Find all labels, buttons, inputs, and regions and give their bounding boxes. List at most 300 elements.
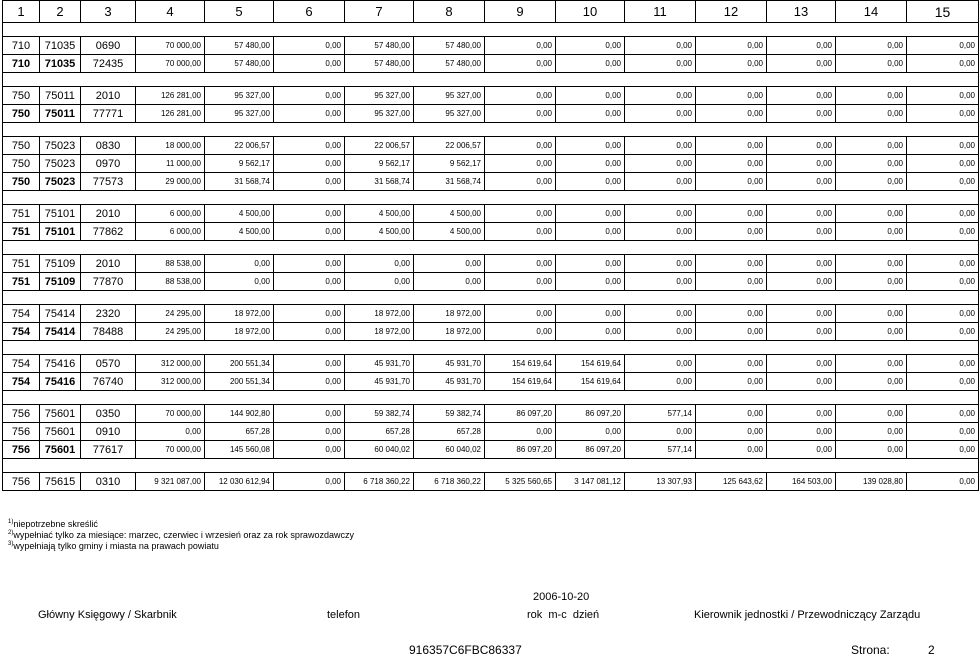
- header-row: [3, 1, 979, 23]
- table-cell: 0,00: [345, 273, 414, 291]
- table-cell: 0,00: [625, 305, 696, 323]
- table-cell: 0,00: [625, 273, 696, 291]
- document-code: 916357C6FBC86337: [409, 643, 522, 657]
- table-cell: 0,00: [696, 223, 767, 241]
- table-cell: 86 097,20: [485, 441, 556, 459]
- table-cell: 18 972,00: [414, 305, 485, 323]
- table-cell: 18 972,00: [414, 323, 485, 341]
- table-cell: 0,00: [836, 105, 907, 123]
- table-cell: 0,00: [345, 255, 414, 273]
- summary-row: [3, 273, 979, 291]
- table-cell: 0,00: [767, 205, 836, 223]
- table-cell: 751: [3, 223, 40, 241]
- table-cell: 75023: [40, 173, 81, 191]
- table-cell: 70 000,00: [136, 405, 205, 423]
- col-header: 9: [485, 1, 556, 23]
- table-cell: 0,00: [836, 255, 907, 273]
- table-cell: 2010: [81, 205, 136, 223]
- table-cell: 0,00: [696, 173, 767, 191]
- table-cell: 31 568,74: [205, 173, 274, 191]
- table-cell: 756: [3, 405, 40, 423]
- table-cell: 0,00: [767, 155, 836, 173]
- table-cell: 750: [3, 173, 40, 191]
- table-cell: 0,00: [767, 87, 836, 105]
- table-cell: 145 560,08: [205, 441, 274, 459]
- table-cell: 0,00: [767, 405, 836, 423]
- table-cell: 11 000,00: [136, 155, 205, 173]
- table-cell: 45 931,70: [414, 355, 485, 373]
- table-cell: 0,00: [274, 105, 345, 123]
- table-cell: 0690: [81, 37, 136, 55]
- table-cell: 6 000,00: [136, 205, 205, 223]
- table-cell: 0,00: [696, 441, 767, 459]
- table-cell: 31 568,74: [414, 173, 485, 191]
- table-cell: 95 327,00: [414, 105, 485, 123]
- summary-row: [3, 105, 979, 123]
- table-cell: 0,00: [625, 37, 696, 55]
- table-cell: 57 480,00: [345, 55, 414, 73]
- summary-row: [3, 173, 979, 191]
- table-cell: 0,00: [767, 305, 836, 323]
- table-cell: 57 480,00: [345, 37, 414, 55]
- table-cell: 4 500,00: [205, 223, 274, 241]
- table-row: [3, 205, 979, 223]
- table-cell: 70 000,00: [136, 37, 205, 55]
- separator-cell: [3, 123, 979, 137]
- table-row: [3, 87, 979, 105]
- separator-cell: [3, 191, 979, 205]
- table-cell: 0,00: [696, 273, 767, 291]
- table-cell: 0,00: [556, 105, 625, 123]
- table-cell: 0,00: [696, 255, 767, 273]
- table-cell: 45 931,70: [345, 355, 414, 373]
- table-cell: 154 619,64: [556, 355, 625, 373]
- table-cell: 139 028,80: [836, 473, 907, 491]
- table-cell: 0,00: [625, 55, 696, 73]
- table-cell: 0,00: [556, 205, 625, 223]
- table-cell: 0,00: [907, 473, 979, 491]
- table-cell: 0,00: [274, 305, 345, 323]
- table-cell: 95 327,00: [345, 87, 414, 105]
- footnote: [8, 541, 354, 552]
- table-cell: 750: [3, 105, 40, 123]
- table-cell: 754: [3, 305, 40, 323]
- separator-cell: [3, 391, 979, 405]
- table-cell: 3 147 081,12: [556, 473, 625, 491]
- table-cell: 31 568,74: [345, 173, 414, 191]
- table-cell: 0,00: [556, 273, 625, 291]
- table-cell: 710: [3, 37, 40, 55]
- table-cell: 0,00: [625, 373, 696, 391]
- table-cell: 18 972,00: [345, 323, 414, 341]
- table-cell: 0,00: [274, 441, 345, 459]
- table-cell: 75601: [40, 405, 81, 423]
- table-cell: 0,00: [556, 223, 625, 241]
- table-cell: 0,00: [696, 205, 767, 223]
- table-cell: 0,00: [274, 137, 345, 155]
- table-cell: 18 972,00: [205, 305, 274, 323]
- table-cell: 0,00: [836, 441, 907, 459]
- table-cell: 2320: [81, 305, 136, 323]
- table-cell: 86 097,20: [485, 405, 556, 423]
- footnotes: [8, 519, 354, 552]
- table-cell: 0,00: [485, 223, 556, 241]
- table-cell: 72435: [81, 55, 136, 73]
- table-cell: 751: [3, 255, 40, 273]
- table-cell: 0,00: [205, 255, 274, 273]
- table-cell: 312 000,00: [136, 373, 205, 391]
- report-date: 2006-10-20: [533, 591, 590, 603]
- table-cell: 0,00: [767, 137, 836, 155]
- table-cell: 0,00: [485, 205, 556, 223]
- table-cell: 0,00: [836, 205, 907, 223]
- table-cell: 75101: [40, 223, 81, 241]
- separator-cell: [3, 341, 979, 355]
- table-cell: 0,00: [414, 273, 485, 291]
- table-cell: 70 000,00: [136, 441, 205, 459]
- table-cell: 0,00: [556, 87, 625, 105]
- table-cell: 0,00: [907, 55, 979, 73]
- table-cell: 4 500,00: [414, 223, 485, 241]
- table-cell: 0,00: [556, 137, 625, 155]
- table-cell: 75109: [40, 255, 81, 273]
- table-cell: 0,00: [907, 205, 979, 223]
- table-cell: 95 327,00: [345, 105, 414, 123]
- col-header: 7: [345, 1, 414, 23]
- summary-row: [3, 373, 979, 391]
- table-cell: 126 281,00: [136, 87, 205, 105]
- table-cell: 0,00: [205, 273, 274, 291]
- table-cell: 754: [3, 323, 40, 341]
- table-cell: 0,00: [767, 37, 836, 55]
- table-cell: 0,00: [274, 55, 345, 73]
- table-cell: 0,00: [907, 105, 979, 123]
- table-cell: 0,00: [556, 173, 625, 191]
- table-cell: 75011: [40, 105, 81, 123]
- table-cell: 0,00: [907, 323, 979, 341]
- table-cell: 0,00: [907, 37, 979, 55]
- table-cell: 0,00: [625, 323, 696, 341]
- table-cell: 2010: [81, 87, 136, 105]
- table-row: [3, 255, 979, 273]
- table-cell: 0,00: [274, 255, 345, 273]
- table-cell: 0,00: [907, 273, 979, 291]
- head-label: Kierownik jednostki / Przewodniczący Zarządu: [694, 609, 921, 621]
- table-cell: 75109: [40, 273, 81, 291]
- table-cell: 0,00: [907, 173, 979, 191]
- table-cell: 77617: [81, 441, 136, 459]
- table-cell: 75414: [40, 305, 81, 323]
- table-cell: 756: [3, 473, 40, 491]
- table-cell: 200 551,34: [205, 373, 274, 391]
- table-body: [3, 1, 979, 491]
- footnote-mark: 3): [8, 541, 14, 547]
- table-cell: 0,00: [836, 323, 907, 341]
- table-cell: 0,00: [767, 355, 836, 373]
- table-cell: 77862: [81, 223, 136, 241]
- table-cell: 0,00: [625, 355, 696, 373]
- col-header: 14: [836, 1, 907, 23]
- table-cell: 200 551,34: [205, 355, 274, 373]
- table-cell: 0,00: [274, 473, 345, 491]
- table-cell: 45 931,70: [414, 373, 485, 391]
- table-cell: 22 006,57: [345, 137, 414, 155]
- table-cell: 0,00: [767, 55, 836, 73]
- table-cell: 0,00: [485, 55, 556, 73]
- table-cell: 0,00: [274, 423, 345, 441]
- table-cell: 75416: [40, 355, 81, 373]
- col-header: 3: [81, 1, 136, 23]
- table-cell: 0,00: [767, 423, 836, 441]
- table-cell: 9 321 087,00: [136, 473, 205, 491]
- table-cell: 0,00: [907, 423, 979, 441]
- table-cell: 0,00: [767, 223, 836, 241]
- table-cell: 95 327,00: [414, 87, 485, 105]
- table-cell: 0,00: [907, 155, 979, 173]
- table-cell: 0,00: [274, 205, 345, 223]
- table-cell: 0,00: [907, 373, 979, 391]
- table-cell: 750: [3, 137, 40, 155]
- table-cell: 0,00: [274, 87, 345, 105]
- table-row: [3, 405, 979, 423]
- table-cell: 18 972,00: [345, 305, 414, 323]
- table-cell: 0,00: [836, 37, 907, 55]
- table-cell: 0,00: [696, 87, 767, 105]
- table-cell: 5 325 560,65: [485, 473, 556, 491]
- table-cell: 154 619,64: [485, 373, 556, 391]
- table-cell: 75011: [40, 87, 81, 105]
- table-cell: 0,00: [836, 355, 907, 373]
- separator-cell: [3, 23, 979, 37]
- table-cell: 0,00: [485, 173, 556, 191]
- table-cell: 77870: [81, 273, 136, 291]
- table-cell: 70 000,00: [136, 55, 205, 73]
- table-cell: 154 619,64: [485, 355, 556, 373]
- table-cell: 0,00: [696, 137, 767, 155]
- col-header: 10: [556, 1, 625, 23]
- table-cell: 750: [3, 87, 40, 105]
- col-header: 1: [3, 1, 40, 23]
- table-cell: 0,00: [907, 223, 979, 241]
- table-row: [3, 155, 979, 173]
- table-cell: 88 538,00: [136, 255, 205, 273]
- table-cell: 22 006,57: [205, 137, 274, 155]
- group-separator: [3, 23, 979, 37]
- table-cell: 710: [3, 55, 40, 73]
- summary-row: [3, 55, 979, 73]
- table-cell: 18 972,00: [205, 323, 274, 341]
- table-cell: 76740: [81, 373, 136, 391]
- table-cell: 57 480,00: [414, 55, 485, 73]
- table-cell: 154 619,64: [556, 373, 625, 391]
- page-label: Strona:: [851, 643, 890, 657]
- table-cell: 86 097,20: [556, 441, 625, 459]
- summary-row: [3, 323, 979, 341]
- table-cell: 0,00: [696, 155, 767, 173]
- table-cell: 4 500,00: [205, 205, 274, 223]
- table-cell: 657,28: [345, 423, 414, 441]
- table-cell: 57 480,00: [205, 55, 274, 73]
- table-cell: 75601: [40, 423, 81, 441]
- group-separator: [3, 241, 979, 255]
- table-cell: 0,00: [696, 373, 767, 391]
- table-cell: 9 562,17: [414, 155, 485, 173]
- page-number: 2: [928, 643, 935, 657]
- footnote-text: wypełniają tylko gminy i miasta na prawach powiatu: [13, 541, 219, 551]
- table-cell: 4 500,00: [345, 223, 414, 241]
- table-cell: 0,00: [907, 355, 979, 373]
- table-cell: 0,00: [696, 37, 767, 55]
- group-separator: [3, 191, 979, 205]
- col-header: 5: [205, 1, 274, 23]
- table-cell: 0,00: [414, 255, 485, 273]
- table-cell: 78488: [81, 323, 136, 341]
- table-cell: 4 500,00: [414, 205, 485, 223]
- table-cell: 144 902,80: [205, 405, 274, 423]
- table-cell: 6 718 360,22: [414, 473, 485, 491]
- table-cell: 0,00: [485, 305, 556, 323]
- footnote-mark: 2): [8, 530, 14, 536]
- table-cell: 57 480,00: [414, 37, 485, 55]
- table-row: [3, 305, 979, 323]
- table-cell: 0,00: [625, 205, 696, 223]
- group-separator: [3, 459, 979, 473]
- table-cell: 0,00: [625, 105, 696, 123]
- table-cell: 0,00: [836, 405, 907, 423]
- table-cell: 0,00: [274, 373, 345, 391]
- table-cell: 60 040,02: [414, 441, 485, 459]
- col-header: 12: [696, 1, 767, 23]
- table-cell: 0,00: [907, 305, 979, 323]
- table-cell: 0,00: [485, 323, 556, 341]
- table-cell: 756: [3, 423, 40, 441]
- table-cell: 0,00: [625, 87, 696, 105]
- table-cell: 0830: [81, 137, 136, 155]
- table-cell: 60 040,02: [345, 441, 414, 459]
- table-cell: 0570: [81, 355, 136, 373]
- group-separator: [3, 123, 979, 137]
- col-header: 11: [625, 1, 696, 23]
- phone-label: telefon: [327, 609, 361, 621]
- table-cell: 0310: [81, 473, 136, 491]
- table-cell: 0,00: [836, 223, 907, 241]
- table-cell: 71035: [40, 37, 81, 55]
- table-cell: 0,00: [907, 405, 979, 423]
- table-cell: 29 000,00: [136, 173, 205, 191]
- table-cell: 18 000,00: [136, 137, 205, 155]
- table-cell: 577,14: [625, 441, 696, 459]
- group-separator: [3, 73, 979, 87]
- table-cell: 0,00: [274, 273, 345, 291]
- table-cell: 0,00: [485, 105, 556, 123]
- table-cell: 0,00: [767, 441, 836, 459]
- col-header: 4: [136, 1, 205, 23]
- table-cell: 95 327,00: [205, 87, 274, 105]
- table-cell: 0,00: [274, 405, 345, 423]
- footnote: [8, 519, 354, 530]
- table-cell: 6 718 360,22: [345, 473, 414, 491]
- table-cell: 0,00: [767, 173, 836, 191]
- table-cell: 0,00: [836, 137, 907, 155]
- table-cell: 0,00: [836, 423, 907, 441]
- date-label: rok m-c dzień: [527, 609, 600, 621]
- table-cell: 0,00: [274, 355, 345, 373]
- table-cell: 0,00: [274, 223, 345, 241]
- table-cell: 0,00: [556, 423, 625, 441]
- accountant-label: Główny Księgowy / Skarbnik: [38, 609, 177, 621]
- table-cell: 0,00: [556, 37, 625, 55]
- table-cell: 95 327,00: [205, 105, 274, 123]
- table-cell: 71035: [40, 55, 81, 73]
- table-cell: 59 382,74: [345, 405, 414, 423]
- table-cell: 0,00: [274, 323, 345, 341]
- table-cell: 0,00: [625, 223, 696, 241]
- table-row: [3, 355, 979, 373]
- table-row: [3, 137, 979, 155]
- table-cell: 75023: [40, 155, 81, 173]
- table-cell: 0,00: [556, 55, 625, 73]
- table-cell: 0,00: [556, 155, 625, 173]
- table-cell: 0,00: [767, 105, 836, 123]
- footnote-text: niepotrzebne skreślić: [13, 519, 98, 529]
- table-cell: 24 295,00: [136, 323, 205, 341]
- table-cell: 77573: [81, 173, 136, 191]
- table-cell: 0,00: [836, 55, 907, 73]
- group-separator: [3, 341, 979, 355]
- table-row: [3, 37, 979, 55]
- table-cell: 0,00: [556, 323, 625, 341]
- footnote: [8, 530, 354, 541]
- table-cell: 0,00: [907, 441, 979, 459]
- table-cell: 9 562,17: [205, 155, 274, 173]
- table-cell: 0,00: [907, 137, 979, 155]
- separator-cell: [3, 73, 979, 87]
- table-cell: 657,28: [205, 423, 274, 441]
- table-cell: 126 281,00: [136, 105, 205, 123]
- col-header: 13: [767, 1, 836, 23]
- table-cell: 0,00: [696, 305, 767, 323]
- summary-row: [3, 223, 979, 241]
- table-cell: 0,00: [836, 155, 907, 173]
- table-cell: 0,00: [274, 37, 345, 55]
- table-cell: 75414: [40, 323, 81, 341]
- table-cell: 0,00: [625, 255, 696, 273]
- table-cell: 164 503,00: [767, 473, 836, 491]
- group-separator: [3, 291, 979, 305]
- col-header: 6: [274, 1, 345, 23]
- col-header: 2: [40, 1, 81, 23]
- table-cell: 0,00: [767, 323, 836, 341]
- table-cell: 0,00: [696, 405, 767, 423]
- table-cell: 0,00: [836, 87, 907, 105]
- table-cell: 0,00: [274, 155, 345, 173]
- footnote-mark: 1): [8, 519, 14, 525]
- table-cell: 657,28: [414, 423, 485, 441]
- table-cell: 754: [3, 355, 40, 373]
- table-cell: 12 030 612,94: [205, 473, 274, 491]
- table-cell: 6 000,00: [136, 223, 205, 241]
- table-cell: 751: [3, 273, 40, 291]
- table-cell: 0,00: [767, 255, 836, 273]
- table-cell: 75101: [40, 205, 81, 223]
- table-cell: 754: [3, 373, 40, 391]
- table-cell: 77771: [81, 105, 136, 123]
- group-separator: [3, 391, 979, 405]
- table-cell: 0,00: [485, 137, 556, 155]
- table-cell: 22 006,57: [414, 137, 485, 155]
- table-cell: 0,00: [136, 423, 205, 441]
- table-cell: 751: [3, 205, 40, 223]
